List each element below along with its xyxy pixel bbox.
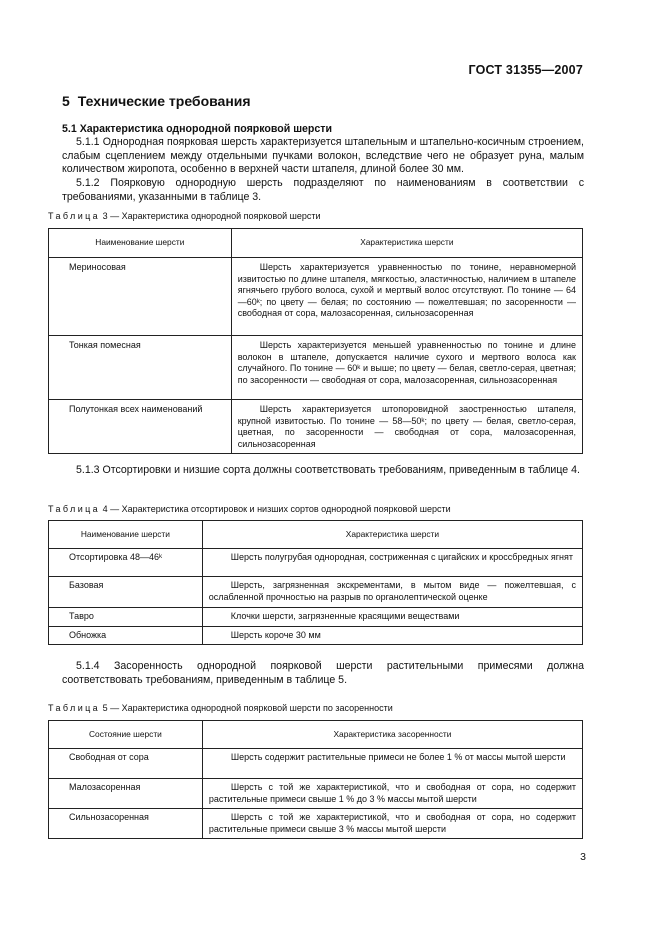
- subsection-heading: [62, 123, 584, 137]
- column-header: Характеристика шерсти: [231, 229, 582, 258]
- table-header-row: [49, 521, 583, 549]
- cell-text: Полутонкая всех наименований: [69, 404, 203, 414]
- table-row: [49, 549, 583, 577]
- column-header: Наименование шерсти: [49, 521, 203, 549]
- paragraph-number: 5.1.4: [76, 660, 100, 672]
- table-cell-desc: [202, 626, 582, 645]
- table-cell-name: [49, 608, 203, 627]
- table-cell-name: [49, 549, 203, 577]
- table-cell-desc: [202, 549, 582, 577]
- caption-prefix: Таблица: [48, 211, 101, 221]
- section-heading: [62, 93, 251, 109]
- cell-text: Шерсть характеризуется меньшей уравненностью по тонине и длине волокон в штапеле, допускается наличие сухого и мертвого волоса как случайного. По тонине — 60ᵏ и выше; по цвету — белая, светло-серая, цветная; по засоренности — свободная от сора, малозасоренная, сильнозасоренная: [237, 340, 576, 385]
- table-row: [49, 577, 583, 608]
- cell-text: Шерсть, загрязненная экскрементами, в мытом виде — пожелтевшая, с ослабленной прочностью на разрыв по органолептической оценке: [208, 580, 576, 602]
- table4: [48, 520, 583, 645]
- table-cell-name: [49, 626, 203, 645]
- paragraph-5-1-4: [62, 660, 584, 687]
- paragraph-5-1-1: [62, 136, 584, 177]
- subsection-number: 5.1: [62, 123, 77, 135]
- column-header: Наименование шерсти: [49, 229, 232, 258]
- cell-text: Малозасоренная: [69, 782, 141, 792]
- caption-text: 3 — Характеристика однородной поярковой шерсти: [102, 211, 321, 221]
- cell-text: Шерсть короче 30 мм: [230, 629, 321, 640]
- table4-caption: [48, 504, 451, 514]
- paragraph-5-1-2: [62, 177, 584, 204]
- table5-caption: [48, 703, 393, 713]
- table3: [48, 228, 583, 454]
- table-cell-desc: [202, 809, 582, 839]
- caption-text: 4 — Характеристика отсортировок и низших сортов однородной поярковой шерсти: [102, 504, 451, 514]
- table-cell-desc: [231, 258, 582, 336]
- table-cell-desc: [202, 749, 582, 779]
- cell-text: Шерсть содержит растительные примеси не более 1 % от массы мытой шерсти: [230, 752, 566, 762]
- section-title: Технические требования: [77, 93, 251, 109]
- table-cell-desc: [231, 336, 582, 400]
- table-row: [49, 400, 583, 454]
- column-header: Характеристика засоренности: [202, 721, 582, 749]
- table-cell-desc: [231, 400, 582, 454]
- table-header-row: [49, 721, 583, 749]
- page-number: 3: [580, 851, 586, 863]
- paragraph-text: Отсортировки и низшие сорта должны соответствовать требованиям, приведенным в таблице 4.: [102, 464, 580, 476]
- cell-text: Мериносовая: [69, 262, 126, 272]
- cell-text: Шерсть характеризуется уравненностью по тонине, неравномерной извитостью по длине штапеля, мягкостью, эластичностью, наличием в штапеле ягнячьего грубого волоса, сухой и мертвый волос отсутствуют. По тонине — 64—60ᵏ; по цвету — белая; по состоянию — пожелтевшая; по засоренности — свободная от сора, малозасоренная, сильнозасоренная: [237, 262, 576, 319]
- paragraph-text: Засоренность однородной поярковой шерсти растительными примесями должна соответствовать требованиям, приведенным в таблице 5.: [62, 660, 584, 686]
- table-cell-name: [49, 336, 232, 400]
- table-cell-name: [49, 779, 203, 809]
- column-header: Состояние шерсти: [49, 721, 203, 749]
- paragraph-text: Однородная поярковая шерсть характеризуется штапельным и штапельно-косичным строением, слабым сцеплением между отдельными пучками волокон, вследствие чего не образует руна, малым количеством жиропота, особенно в верхней части штапеля, длиной более 30 мм.: [62, 136, 584, 176]
- cell-text: Тонкая помесная: [69, 340, 141, 350]
- caption-text: 5 — Характеристика однородной поярковой шерсти по засоренности: [102, 703, 393, 713]
- cell-text: Сильнозасоренная: [69, 812, 149, 823]
- cell-text: Шерсть полугрубая однородная, состриженная с цигайских и кроссбредных ягнят: [230, 552, 573, 562]
- paragraph-number: 5.1.2: [76, 177, 100, 189]
- cell-text: Шерсть характеризуется штопоровидной заостренностью штапеля, крупной извитостью. По тонине — 58—50ᵏ; по цвету — белая, светло-серая, цветная, по засоренности — свободная от сора, малозасоренная, сильнозасоренная: [237, 404, 576, 449]
- cell-text: Тавро: [69, 611, 94, 621]
- table-row: [49, 749, 583, 779]
- cell-text: Шерсть с той же характеристикой, что и свободная от сора, но содержит растительные примеси свыше 1 % до 3 % массы мытой шерсти: [208, 782, 576, 804]
- table-cell-name: [49, 809, 203, 839]
- table-row: [49, 626, 583, 645]
- table-cell-desc: [202, 779, 582, 809]
- table-cell-name: [49, 749, 203, 779]
- table-row: [49, 809, 583, 839]
- paragraph-number: 5.1.1: [76, 136, 100, 148]
- table3-caption: [48, 211, 321, 221]
- subsection-title: Характеристика однородной поярковой шерсти: [79, 123, 332, 135]
- paragraph-number: 5.1.3: [76, 464, 100, 476]
- table-header-row: [49, 229, 583, 258]
- cell-text: Клочки шерсти, загрязненные красящими веществами: [230, 611, 460, 621]
- section-number: 5: [62, 93, 70, 109]
- table-cell-name: [49, 400, 232, 454]
- document-header-standard: ГОСТ 31355—2007: [468, 63, 583, 77]
- paragraph-5-1-3: [62, 464, 584, 478]
- cell-text: Отсортировка 48—46ᵏ: [69, 552, 163, 562]
- table-cell-desc: [202, 577, 582, 608]
- table-cell-desc: [202, 608, 582, 627]
- table-cell-name: [49, 258, 232, 336]
- cell-text: Шерсть с той же характеристикой, что и свободная от сора, но содержит растительные примеси свыше 3 % массы мытой шерсти: [208, 812, 576, 834]
- column-header: Характеристика шерсти: [202, 521, 582, 549]
- caption-prefix: Таблица: [48, 703, 101, 713]
- cell-text: Свободная от сора: [69, 752, 149, 762]
- table-row: [49, 779, 583, 809]
- paragraph-text: Поярковую однородную шерсть подразделяют по наименованиям в соответствии с требованиями, указанными в таблице 3.: [62, 177, 585, 203]
- cell-text: Базовая: [69, 580, 104, 590]
- cell-text: Обножка: [69, 629, 107, 640]
- caption-prefix: Таблица: [48, 504, 101, 514]
- table-row: [49, 608, 583, 627]
- table-row: [49, 258, 583, 336]
- table-row: [49, 336, 583, 400]
- table5: [48, 720, 583, 839]
- table-cell-name: [49, 577, 203, 608]
